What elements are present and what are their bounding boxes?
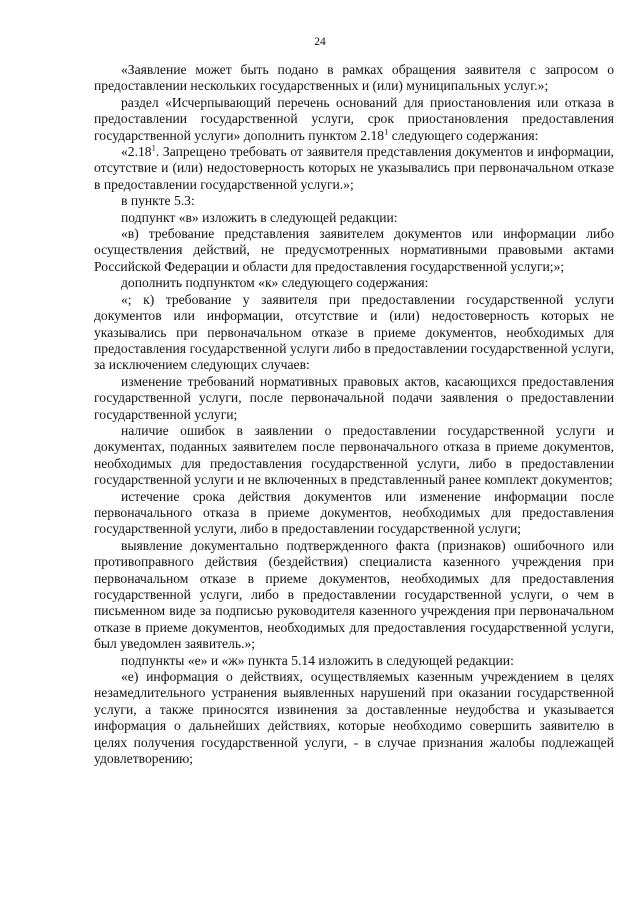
document-body bbox=[94, 62, 614, 767]
paragraph-4: в пункте 5.3: bbox=[121, 193, 195, 209]
superscript: 1 bbox=[384, 126, 389, 137]
paragraph-13: подпункты «е» и «ж» пункта 5.14 изложить в следующей редакции: bbox=[121, 652, 514, 668]
paragraph-2: раздел «Исчерпывающий перечень оснований для приостановления или отказа в предоставлении государственной услуги, срок приостановления предоставления государственной услуги» дополнить пунктом 2.18$^1$ следующего содержания: bbox=[94, 94, 614, 143]
paragraph-6: «в) требование представления заявителем документов или информации либо осуществления действий, не предусмотренных нормативными правовыми актами Российской Федерации и области для предоставления государственной услуги;»; bbox=[94, 226, 614, 274]
paragraph-5: подпункт «в» изложить в следующей редакции: bbox=[121, 209, 398, 225]
paragraph-14: «е) информация о действиях, осуществляемых казенным учреждением в целях незамедлительного устранения выявленных нарушений при оказании государственной услуги, а также приносятся извинения за доставленные неудобства и указывается информация о дальнейших действиях, которые необходимо совершить заявителю в целях получения государственной услуги, - в случае признания жалобы подлежащей удовлетворению; bbox=[94, 669, 614, 767]
superscript: 1 bbox=[151, 142, 156, 153]
paragraph-7: дополнить подпунктом «к» следующего содержания: bbox=[121, 275, 429, 291]
paragraph-10: наличие ошибок в заявлении о предоставлении государственной услуги и документах, поданных заявителем после первоначального отказа в приеме документов, необходимых для предоставления государственной услуги, либо в предоставлении государственной услуги и не включенных в представленный ранее комплект документов; bbox=[94, 422, 614, 488]
paragraph-12: выявление документально подтвержденного факта (признаков) ошибочного или противоправного действия (бездействия) специалиста казенного учреждения при первоначальном отказе в приеме документов, необходимых для предоставления государственной услуги, либо в предоставлении государственной услуги, о чем в письменном виде за подписью руководителя казенного учреждения при первоначальном отказе в приеме документов, необходимых для предоставления государственной услуги, был уведомлен заявитель.»; bbox=[94, 537, 614, 652]
paragraph-1: «Заявление может быть подано в рамках обращения заявителя с запросом о предоставлении нескольких государственных и (или) муниципальных услуг.»; bbox=[94, 62, 614, 94]
paragraph-8: «; к) требование у заявителя при предоставлении государственной услуги документов или информации, отсутствие и (или) недостоверность которых не указывались при первоначальном отказе в приеме документов, необходимых для предоставления государственной услуги либо в предоставлении государственной услуги, за исключением следующих случаев: bbox=[94, 291, 614, 373]
paragraph-3: «2.18$^1$. Запрещено требовать от заявителя представления документов и информации, отсутствие и (или) недостоверность которых не указывались при первоначальном отказе в предоставлении государственной услуги.»; bbox=[94, 142, 614, 192]
page-number: 24 bbox=[314, 36, 326, 48]
paragraph-9: изменение требований нормативных правовых актов, касающихся предоставления государственной услуги, после первоначальной подачи заявления о предоставлении государственной услуги; bbox=[94, 373, 614, 422]
paragraph-11: истечение срока действия документов или изменение информации после первоначального отказа в приеме документов, необходимых для предоставления государственной услуги, либо в предоставлении государственной услуги; bbox=[94, 488, 614, 537]
